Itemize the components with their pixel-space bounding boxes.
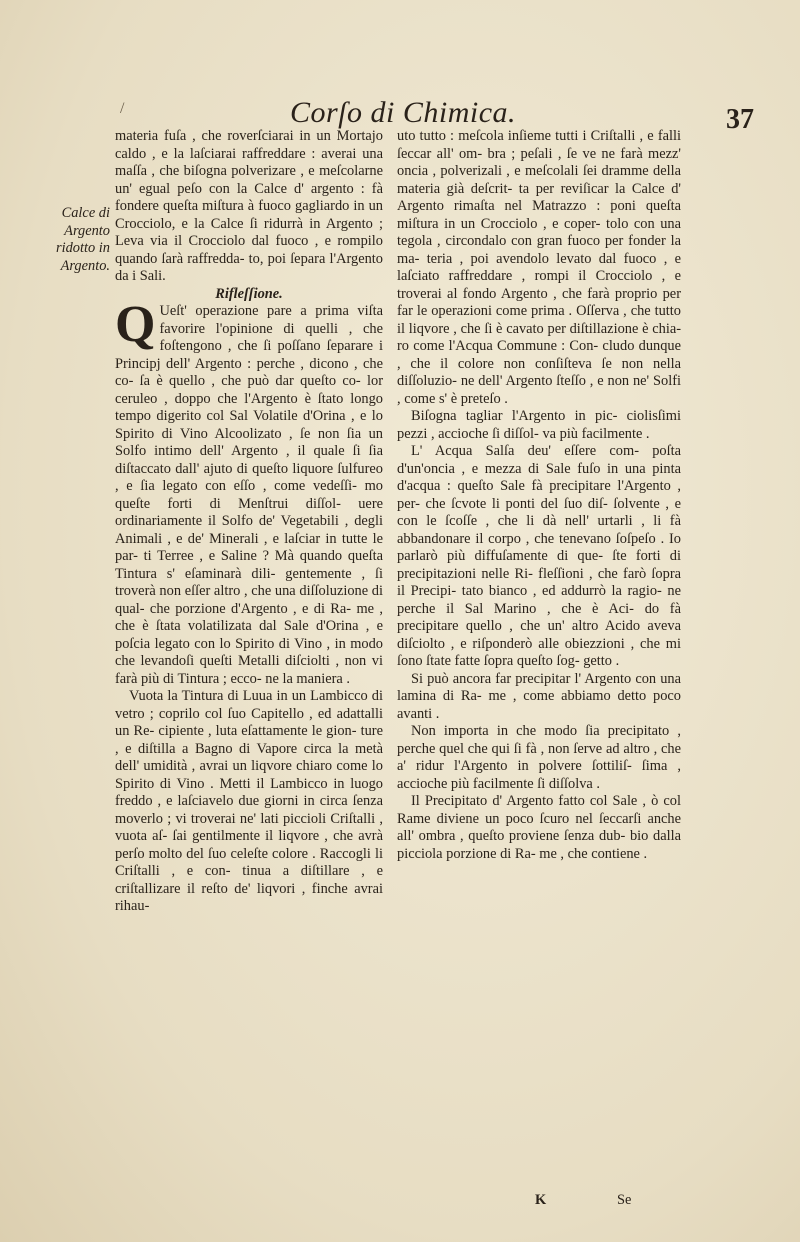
reflection-paragraph [115,296,383,688]
marginal-note-line: ridotto in [56,240,110,256]
section-heading: Rifleſſione. [215,285,283,302]
running-title: Corſo di Chimica. [290,96,517,129]
page-number: 37 [726,104,754,135]
body-paragraph: Si può ancora far precipitar l' Argento con una lamina di Ra- me , come abbiamo detto poco avanti . [397,670,681,722]
reflection-text: Ueſt' operazione pare a prima viſta favorire l'opinione di quelli , che foſtengono , che ſi poſſano ſeparare i Principj dell' Argento : perche , dicono , che co- ſa è quello , che può dar queſto co- lor ceruleo , doppo che l'Argento è ſtato longo tempo digerito col Sal Volatile d'Orina , e lo Spirito di Vino Alcoolizato , ſe non ſia un Solfo intimo dell' Argento , il quale ſi ſia diſtaccato dall' ajuto di queſto liquore ſulfureo , e ſia legato con eſſo , come vedeſſi- mo queſte forti di Menſtrui diſſol- uere ordinariamente il Solfo de' Vegetabili , degli Animali , e de' Minerali , e laſciar in tutte le par- ti Terree , e Saline ? Mà quando queſta Tintura s' eſaminarà dili- gentemente , ſi troverà non eſſer altro , che una diſſoluzione di qual- che porzione d'Argento , e di Ra- me , che è ſtata volatilizata dal Sale d'Orina , e poſcia legato con lo Spirito di Vino , in modo che levandoſi queſti Metalli diſciolti , non vi farà più di Tintura ; ecco- ne la maniera . [115,303,383,687]
right-column [397,128,681,863]
drop-cap: Q [115,296,156,353]
body-paragraph: Biſogna tagliar l'Argento in pic- ciolisſimi pezzi , accioche ſi diſſol- va più facilmente . [397,408,681,442]
marginal-note [2,205,110,275]
left-column [115,128,383,916]
catchword: Se [617,1192,632,1208]
body-paragraph: Non importa in che modo ſia precipitato , perche quel che qui ſi fà , non ſerve ad altro , che a' ridur l'Argento in polvere ſottiliſ- ſima , accioche più facilmente ſi diſſolva . [397,723,681,792]
body-paragraph: Il Precipitato d' Argento fatto col Sale , ò col Rame diviene un poco ſcuro nel ſeccarſi anche all' ombra , queſto proviene ſenza dub- bio dalla picciola porzione di Ra- me , che contiene . [397,793,681,862]
opening-paragraph: materia fuſa , che roverſciarai in un Mortajo caldo , e la laſciarai raffreddare : averai una maſſa , che biſogna polverizare , e meſcolarne un' egual peſo con la Calce d' argento : fà fondere queſta miſtura à fuoco gagliardo in un Crocciolo, e la Calce ſi ridurrà in Argento ; Leva via il Crocciolo dal fuoco , e rompilo quando ſarà raffredda- to, poi ſepara l'Argento da i Sali. [115,128,383,284]
marginal-note-line: Calce di [61,205,110,221]
marginal-note-line: Argento. [60,257,110,274]
body-paragraph: Vuota la Tintura di Luua in un Lambicco di vetro ; coprilo col ſuo Capitello , ed adattalli un Re- cipiente , luta eſattamente le gion- ture , e diſtilla a Bagno di Vapore circa la metà dell' umidità , avrai un liqvore chiaro come lo Spirito di Vino . Metti il Lambicco in luogo freddo , e laſciavelo due giorni in circa ſenza moverlo ; vi troverai ne' lati piccioli Criſtalli , vuota aſ- ſai gentilmente il liqvore , che avrà perſo molto del ſuo celeſte colore . Raccogli li Criſtalli , e con- tinua a diſtillare , e criſtallizare il reſto de' liqvori , finche avrai rihau- [115,688,383,914]
marginal-note-line: Argento [64,222,110,239]
body-paragraph: uto tutto : meſcola inſieme tutti i Criſtalli , e falli ſeccar all' om- bra ; peſali , ſe ve ne farà mezz' oncia , polverizali , e meſcolali ſei dramme della materia già deſcrit- ta per reviſicar la Calce d' Argento rimaſta nel Matrazzo : poni queſta miſtura in un Crocciolo , e coper- tolo con una tegola , circondalo con gran fuoco per fonder la ma- teria , poi avendolo levato dal fuoco , e laſciato raffreddare , rompi il Crocciolo , e troverai al fondo Argento , che farà proprio per far le operazioni come prima . Oſſerva , che tutto il liqvore , che ſi è cavato per diſtillazione è chia- ro come l'Acqua Commune : Con- cludo dunque , che il colore non conſiſteva ſe non nella diſſoluzio- ne dell' Argento ſteſſo , e non ne' Solfi , come s' è preteſo . [397,128,681,407]
signature-mark: K [535,1192,547,1208]
body-paragraph: L' Acqua Salſa deu' eſſere com- poſta d'un'oncia , e mezza di Sale fuſo in una pinta d'acqua : queſto Sale fà precipitare l'Argento , per- che ſcvote li ponti del ſuo diſ- ſolvente , e con le ſcoſſe , che li dà nell' urtarli , li fà abbandonare il corpo , che tenevano ſoſpeſo . Io parlarò più diffuſamente di que- ſte forti di precipitazioni nelle Ri- fleſſioni , che farò ſopra il Precipi- tato bianco , ed addurrò la ragio- ne perche il Sal Marino , che è Aci- do fà precipitare quello , che un' altro Acido aveva diſciolto , e riſponderò alle obiezzioni , che mi ſono ſtate fatte ſopra queſto ſog- getto . [397,443,681,669]
ink-mark: / [120,100,125,117]
